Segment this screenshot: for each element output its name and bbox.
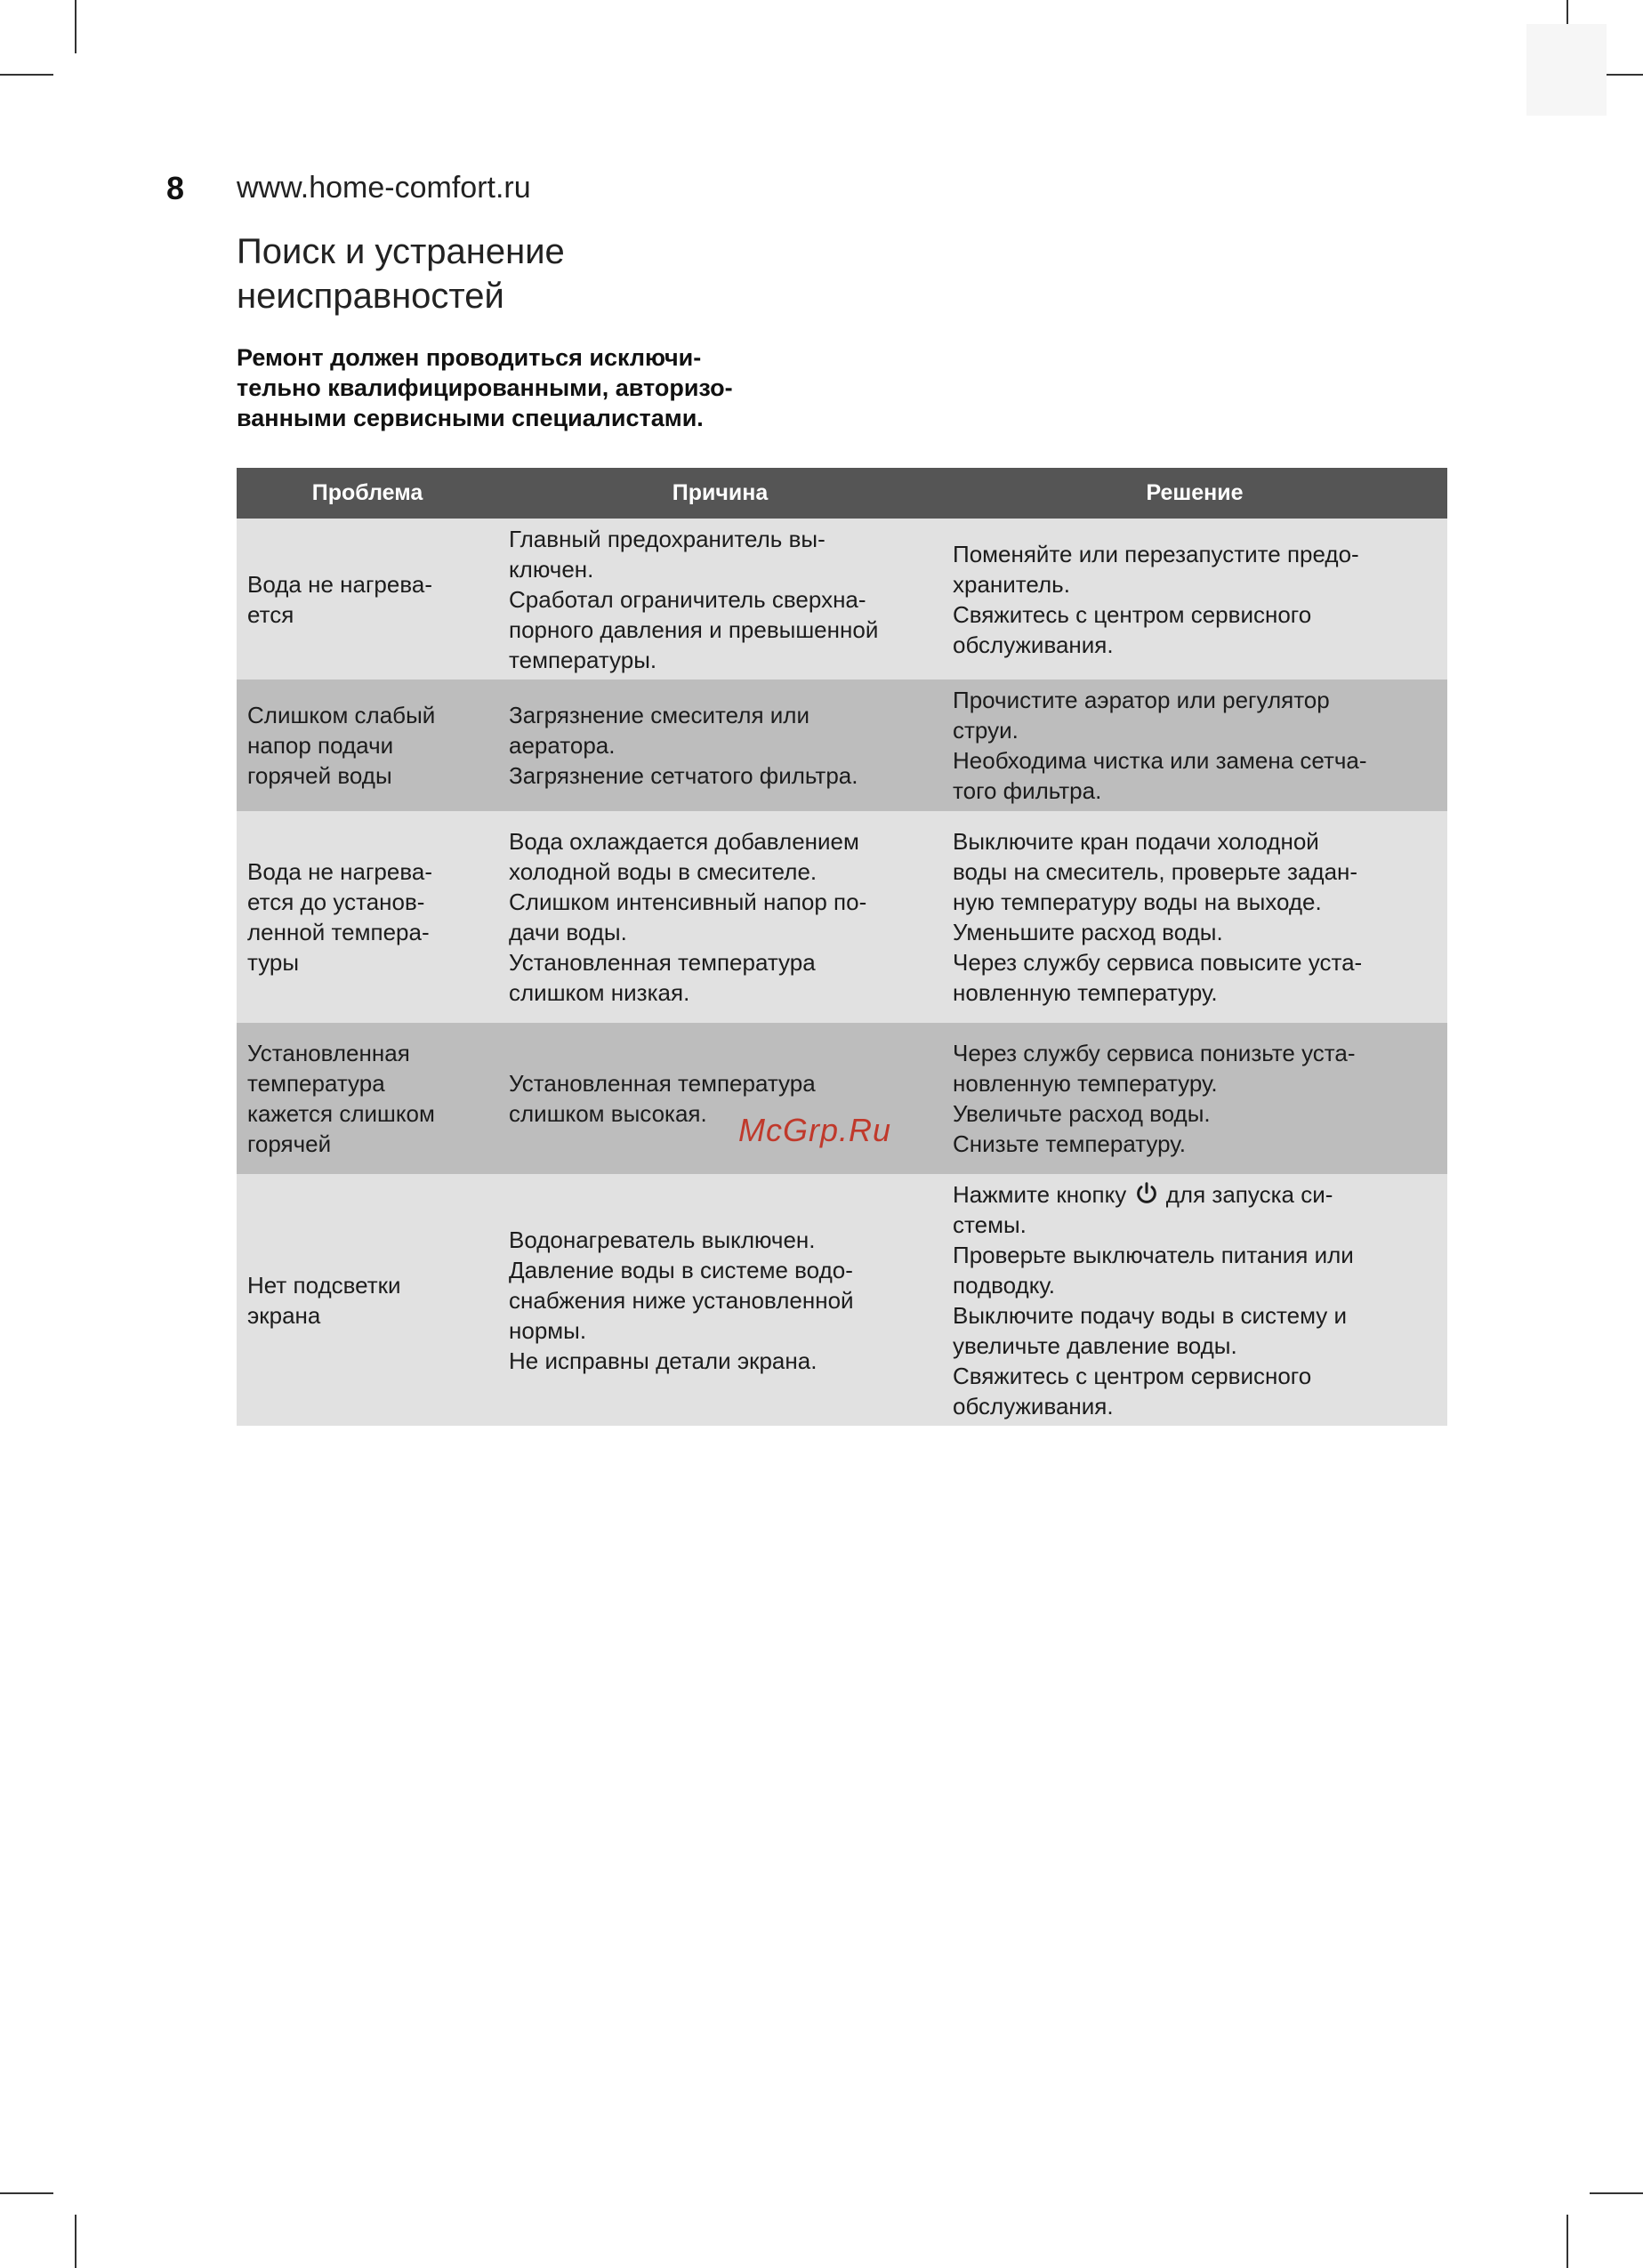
repair-warning — [237, 342, 806, 433]
cell-line: напор подачи — [247, 732, 394, 759]
cell-line: Главный предохранитель вы- — [509, 525, 826, 552]
cell-line: Прочистите аэратор или регулятор — [953, 687, 1330, 713]
cell-line: ется до установ- — [247, 889, 425, 915]
cell-line: Загрязнение смесителя или — [509, 702, 809, 728]
cell-line: Вода охлаждается добавлением — [509, 828, 859, 855]
cell-line: Увеличьте расход воды. — [953, 1100, 1211, 1127]
cell-line: Выключите подачу воды в систему и — [953, 1301, 1348, 1329]
section-title — [237, 229, 859, 318]
table-row — [237, 1023, 1447, 1174]
cell-line: горячей воды — [247, 762, 392, 789]
table-row — [237, 811, 1447, 1023]
cell-line: воды на смеситель, проверьте задан- — [953, 858, 1358, 885]
header-problem: Проблема — [237, 468, 498, 519]
header-cause: Причина — [498, 468, 942, 519]
solution-cell — [942, 1174, 1447, 1426]
cell-line: Проверьте выключатель питания или — [953, 1241, 1354, 1268]
cell-line: Вода не нагрева- — [247, 570, 432, 598]
problem-cell — [237, 1023, 498, 1174]
cell-line: обслуживания. — [953, 1392, 1114, 1420]
cell-line: Водонагреватель выключен. — [509, 1226, 816, 1253]
cell-line: Снизьте температуру. — [953, 1130, 1186, 1157]
cell-line: стемы. — [953, 1210, 1027, 1238]
cell-line — [953, 1179, 1438, 1210]
cell-line: ную температуру воды на выходе. — [953, 889, 1322, 915]
cell-line: Свяжитесь с центром сервисного — [953, 1362, 1312, 1389]
cause-cell — [498, 519, 942, 680]
cell-line: Сработал ограничитель сверхна- — [509, 585, 866, 613]
cell-line: аератора. — [509, 732, 616, 759]
cell-line: порного давления и превышенной — [509, 615, 879, 643]
cause-cell — [498, 811, 942, 1023]
cell-line: кажется слишком — [247, 1100, 435, 1127]
cell-line: Через службу сервиса понизьте уста- — [953, 1040, 1356, 1066]
section-title-line: неисправностей — [237, 277, 504, 316]
problem-cell — [237, 680, 498, 811]
cell-line: экрана — [247, 1301, 321, 1329]
solution-cell — [942, 680, 1447, 811]
cell-line: Слишком слабый — [247, 702, 436, 728]
cell-line: ется — [247, 600, 294, 628]
cell-line: струи. — [953, 717, 1019, 744]
solution-cell — [942, 811, 1447, 1023]
crop-mark — [75, 2215, 77, 2268]
problem-cell — [237, 1174, 498, 1426]
cause-cell — [498, 1023, 942, 1174]
watermark: McGrp.Ru — [738, 1112, 892, 1148]
cell-line: Необходима чистка или замена сетча- — [953, 747, 1367, 774]
problem-cell — [237, 519, 498, 680]
cell-line: хранитель. — [953, 570, 1070, 598]
cell-line: снабжения ниже установленной — [509, 1286, 854, 1314]
cell-line: Слишком интенсивный напор по- — [509, 889, 867, 915]
cell-line: Установленная температура — [509, 1070, 816, 1097]
cell-line: Поменяйте или перезапустите предо- — [953, 540, 1359, 567]
cell-line: Давление воды в системе водо- — [509, 1256, 853, 1283]
cell-line: увеличьте давление воды. — [953, 1331, 1237, 1359]
cell-line: ключен. — [509, 555, 594, 583]
problem-cell — [237, 811, 498, 1023]
cell-line: новленную температуру. — [953, 1070, 1218, 1097]
cell-line: слишком высокая. — [509, 1100, 707, 1127]
cell-line: температура — [247, 1070, 385, 1097]
cell-line: ленной темпера- — [247, 919, 430, 945]
cell-line: дачи воды. — [509, 919, 627, 945]
table-header-row — [237, 468, 1447, 519]
warning-line: тельно квалифицированными, авторизо- — [237, 374, 733, 401]
header-solution: Решение — [942, 468, 1447, 519]
cell-line: подводку. — [953, 1271, 1056, 1299]
solution-cell — [942, 519, 1447, 680]
crop-mark — [0, 74, 53, 76]
cell-text: Нажмите кнопку — [953, 1180, 1127, 1208]
troubleshooting-table — [237, 468, 1447, 1426]
cell-line: Нет подсветки — [247, 1271, 401, 1299]
cell-line: температуры. — [509, 646, 657, 673]
cell-line: Через службу сервиса повысите уста- — [953, 949, 1363, 976]
cell-line: того фильтра. — [953, 777, 1102, 804]
table-row — [237, 680, 1447, 811]
cell-line: Свяжитесь с центром сервисного — [953, 600, 1312, 628]
cell-text: для запуска си- — [1165, 1180, 1333, 1208]
cell-line: слишком низкая. — [509, 979, 690, 1006]
crop-mark — [1590, 2192, 1643, 2194]
table-row — [237, 519, 1447, 680]
cell-line: холодной воды в смесителе. — [509, 858, 817, 885]
cell-line: Вода не нагрева- — [247, 858, 432, 885]
crop-mark — [75, 0, 77, 53]
cell-line: обслуживания. — [953, 631, 1114, 658]
cell-line: горячей — [247, 1130, 332, 1157]
cell-line: Установленная температура — [509, 949, 816, 976]
cell-line: Загрязнение сетчатого фильтра. — [509, 762, 858, 789]
section-title-line: Поиск и устранение — [237, 232, 565, 271]
warning-line: ванными сервисными специалистами. — [237, 405, 704, 431]
page-number: 8 — [166, 170, 185, 206]
power-icon — [1133, 1180, 1160, 1207]
cause-cell — [498, 680, 942, 811]
cause-cell — [498, 1174, 942, 1426]
cell-line: нормы. — [509, 1316, 587, 1344]
cell-line: Выключите кран подачи холодной — [953, 828, 1319, 855]
solution-cell — [942, 1023, 1447, 1174]
warning-line: Ремонт должен проводиться исключи- — [237, 344, 702, 371]
corner-decoration — [1526, 24, 1607, 116]
table-row — [237, 1174, 1447, 1426]
cell-line: Уменьшите расход воды. — [953, 919, 1223, 945]
crop-mark — [0, 2192, 53, 2194]
website-url: www.home-comfort.ru — [237, 171, 531, 205]
crop-mark — [1566, 2215, 1568, 2268]
cell-line: Не исправны детали экрана. — [509, 1347, 817, 1374]
cell-line: новленную температуру. — [953, 979, 1218, 1006]
cell-line: туры — [247, 949, 300, 976]
cell-line: Установленная — [247, 1040, 410, 1066]
